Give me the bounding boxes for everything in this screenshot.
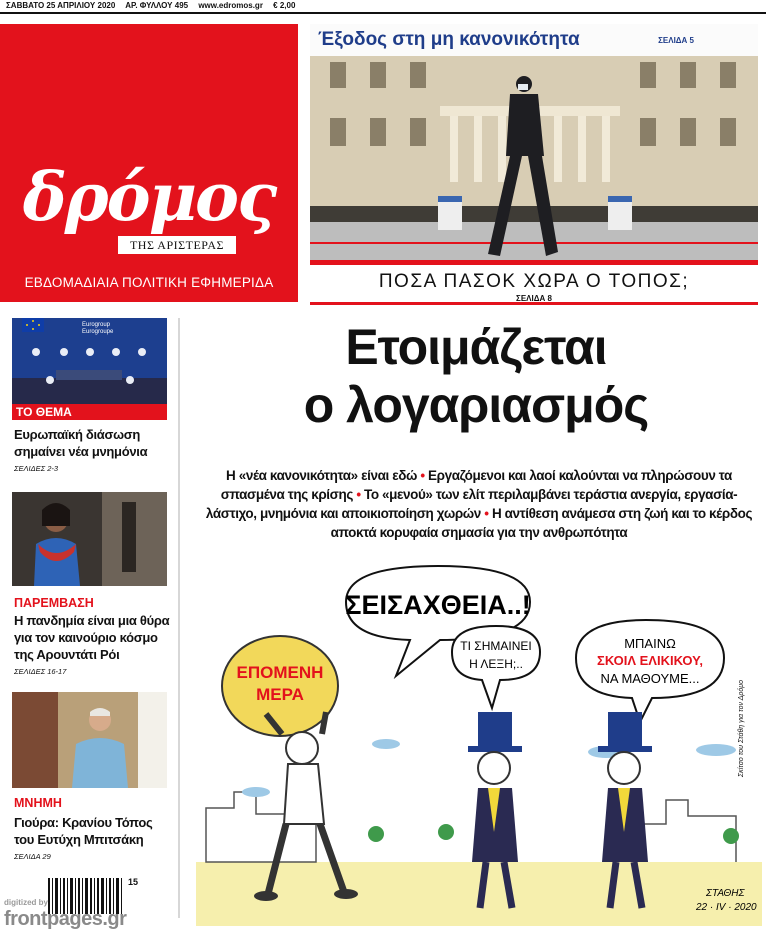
lead-point-1: Η «νέα κανονικότητα» είναι εδώ [226,468,417,483]
story3-kicker: ΜΝΗΜΗ [14,796,62,810]
story3-headline-line2[interactable]: του Ευτύχη Μπιτσάκη [14,832,144,847]
logo-subtitle: ΤΗΣ ΑΡΙΣΤΕΡΑΣ [118,236,236,254]
barcode-issue-number: 15 [128,877,139,887]
cartoon-date: 22 · IV · 2020 [696,902,757,913]
main-headline[interactable] [196,318,756,434]
cartoon-credit: Σκίτσο του Στάθη για τον Δρόμο [738,680,745,778]
story1-headline-line2[interactable]: σημαίνει νέα μνημόνια [14,444,148,459]
story3-headline-line1[interactable]: Γιούρα: Κρανίου Τόπος [14,815,153,830]
story2-kicker: ΠΑΡΕΜΒΑΣΗ [14,596,94,610]
cartoon-bubble-right-2: ΣΚΟΙΛ ΕΛΙΚΙΚΟΥ, [597,653,703,668]
main-headline-line2: ο λογαριασμός [303,377,649,433]
watermark: frontpages.gr [4,908,127,930]
editorial-cartoon [196,562,762,926]
cartoon-bubble-main: ΣΕΙΣΑΧΘΕΙΑ..! [345,590,531,620]
top-story-title[interactable]: Έξοδος στη μη κανονικότητα [318,29,580,50]
cartoon-bubble-right-1: ΜΠΑΙΝΩ [624,636,676,651]
masthead [0,24,298,302]
masthead-tagline: ΕΒΔΟΜΑΔΙΑΙΑ ΠΟΛΙΤΙΚΗ ΕΦΗΜΕΡΙΔΑ [24,275,274,290]
website-link[interactable]: www.edromos.gr [198,1,263,10]
story2-headline-line1[interactable]: Η πανδημία είναι μια θύρα [14,613,170,628]
top-story-headline-bar [310,24,758,56]
digitized-label: digitized by [4,898,48,907]
story2-headline-line2[interactable]: για τον καινούριο κόσμο [14,630,158,645]
bullet-dot-icon: • [420,468,425,483]
cartoon-bubble-mid-2: Η ΛΕΞΗ;.. [469,657,523,671]
top-rule [0,12,766,14]
cartoonist-signature: ΣΤΑΘΗΣ [706,888,745,899]
newspaper-logo: δρόμος [22,158,276,236]
lead-point-3: Το «μενού» των ελίτ περιλαμβάνει τεράστια ανεργία, εργασία-λάστιχο, μνημόνια και αποικιοποίηση χωρών [205,487,738,521]
bullet-dot-icon: • [484,506,489,521]
story2-page-ref: ΣΕΛΙΔΕΣ 16-17 [14,667,67,676]
sidebar [12,318,180,918]
topic-label: ΤΟ ΘΕΜΑ [12,404,167,420]
pasok-page-ref: ΣΕΛΙΔΑ 8 [516,294,552,303]
bitsakis-photo [12,692,167,788]
price: € 2,00 [273,1,296,10]
story1-page-ref: ΣΕΛΙΔΕΣ 2-3 [14,464,59,473]
story2-headline-line3[interactable]: της Αρουντάτι Ρόι [14,647,120,662]
cartoon-boulder-text-1: ΕΠΟΜΕΝΗ [236,663,324,682]
cartoon-bubble-right-3: ΝΑ ΜΑΘΟΥΜΕ... [600,671,700,686]
eurogroup-photo-text-1: Eurogroup [82,322,111,328]
cartoon-boulder-text-2: ΜΕΡΑ [256,685,304,704]
pasok-title: ΠΟΣΑ ΠΑΣΟΚ ΧΩΡΑ Ο ΤΟΠΟΣ; [378,271,690,292]
pasok-banner[interactable] [310,268,758,305]
eurogroup-photo [12,318,167,404]
top-story[interactable] [310,24,758,265]
parliament-photo [310,56,758,260]
story3-page-ref: ΣΕΛΙΔΑ 29 [14,852,51,861]
top-story-page-ref: ΣΕΛΙΔΑ 5 [658,36,694,45]
lead-point-4: Η αντίθεση ανάμεσα στη ζωή και το κέρδος αποκτά κορυφαία σημασία για την ανθρωπότητα [330,506,753,540]
eurogroup-photo-text-2: Eurogroupe [82,329,114,335]
main-headline-line1: Ετοιμάζεται [345,319,607,375]
main-lead [196,466,762,542]
lead-point-2: Εργαζόμενοι και λαοί καλούνται να πληρώσουν τα σπασμένα της κρίσης [220,468,732,502]
issue-number-text: ΑΡ. ΦΥΛΛΟΥ 495 [125,1,189,10]
cartoon-bubble-mid-1: ΤΙ ΣΗΜΑΙΝΕΙ [460,639,532,653]
arundhati-roy-photo [12,492,167,586]
issue-info-bar [0,0,766,12]
story1-headline-line1[interactable]: Ευρωπαϊκή διάσωση [14,427,140,442]
bullet-dot-icon: • [356,487,361,502]
issue-date: ΣΑΒΒΑΤΟ 25 ΑΠΡΙΛΙΟΥ 2020 [6,1,116,10]
